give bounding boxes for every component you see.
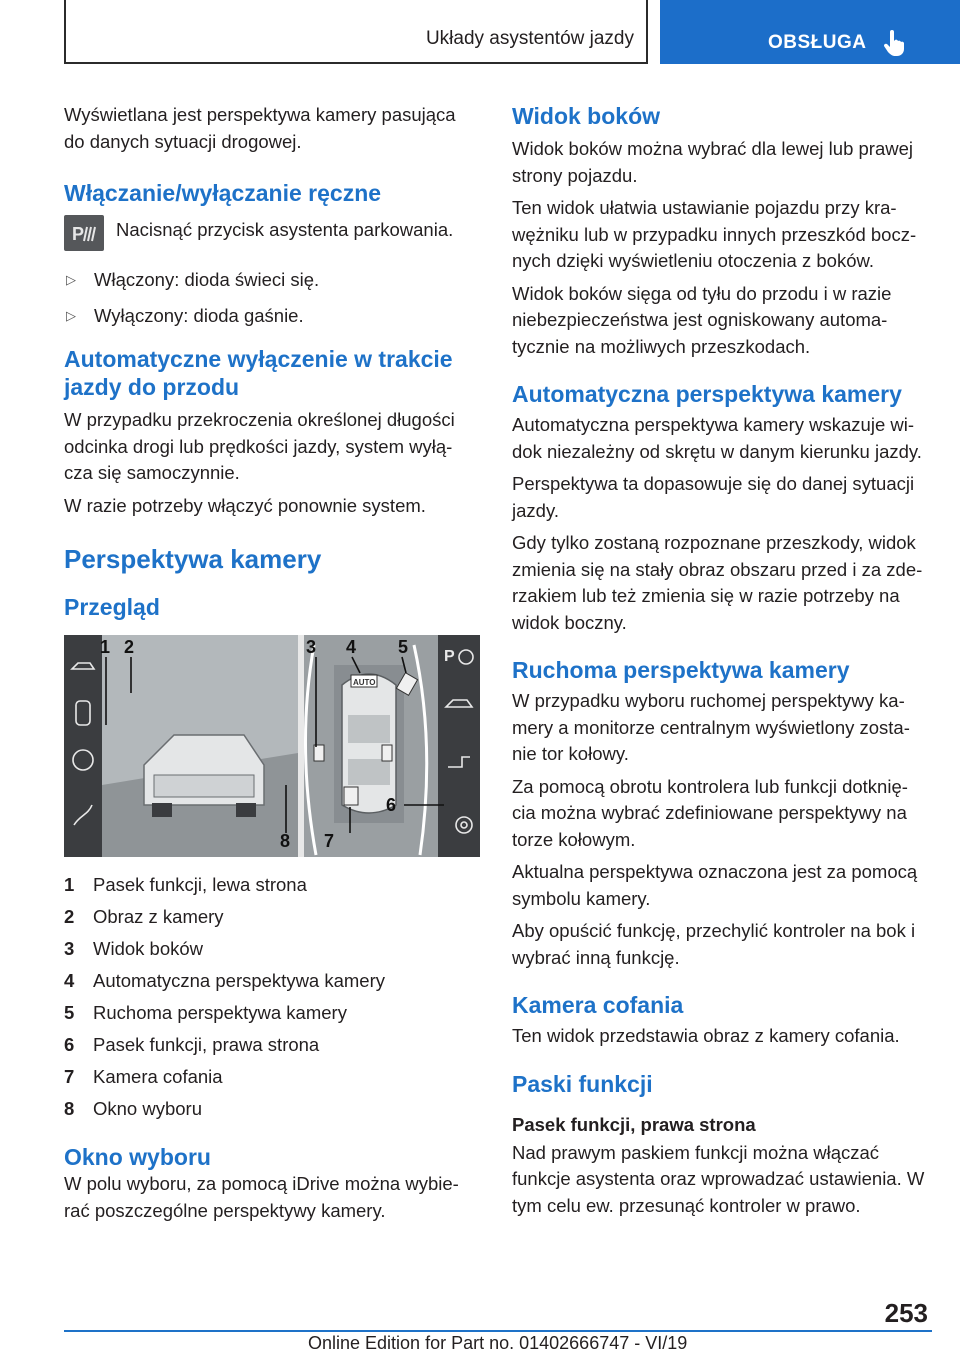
figure-label-1: 1 — [100, 637, 111, 657]
figure-legend — [64, 869, 474, 1125]
camera-overview-figure — [64, 635, 480, 857]
legend-item: 1 Pasek funkcji, lewa strona — [64, 874, 307, 895]
moving-perspective-text-1: W przypadku wyboru ruchomej perspektywy ka-mery a monitorze centralnym wyświetlony zosta-nie tor kołowy. — [512, 690, 910, 764]
legend-item: 3 Widok boków — [64, 938, 204, 959]
right-bar-text: Nad prawym paskiem funkcji można włączać funkcje asystenta oraz wprowadzać ustawienia. W tym celu ew. przesunąć kontroler w prawo. — [512, 1141, 925, 1216]
right-function-bar — [438, 635, 480, 857]
figure-label-4: 4 — [346, 637, 357, 657]
auto-perspective-text-3: Gdy tylko zostaną rozpoznane przeszkody, widok zmienia się na stały obraz obszaru przed i za zde-rzakiem lub też zmienia się w razie potrzeby na widok boczny. — [512, 532, 923, 633]
legend-item: 2 Obraz z kamery — [64, 906, 224, 927]
figure-label-5: 5 — [398, 637, 409, 657]
manual-instruction — [64, 215, 474, 251]
header-chapter-title: OBSŁUGA — [768, 32, 867, 53]
header-section — [64, 0, 648, 64]
rear-camera-heading: Kamera cofania — [512, 992, 684, 1018]
moving-perspective-text-2: Za pomocą obrotu kontrolera lub funkcji dotknię-cia można wybrać zdefiniowane perspektywy na torze kołowym. — [512, 775, 908, 850]
figure-label-7: 7 — [324, 831, 335, 851]
auto-perspective-text-2: Perspektywa ta dopasowuje się do danej sytuacji jazdy. — [512, 473, 915, 521]
header-chapter — [660, 0, 960, 64]
right-column — [512, 102, 930, 1225]
footer-divider — [64, 1330, 932, 1332]
auto-off-text-2: W razie potrzeby włączyć ponownie system. — [64, 494, 426, 516]
page-number: 253 — [884, 1298, 928, 1328]
auto-off-text-1: W przypadku przekroczenia określonej długości odcinka drogi lub prędkości jazdy, system wyłą-cza się samoczynnie. — [64, 409, 455, 483]
list-item: ▷ Włączony: dioda świeci się. — [64, 267, 474, 293]
selection-window-heading: Okno wyboru — [64, 1144, 211, 1170]
overview-heading: Przegląd — [64, 594, 160, 620]
left-column — [64, 102, 474, 1230]
figure-label-3: 3 — [306, 637, 317, 657]
legend-item: 6 Pasek funkcji, prawa strona — [64, 1034, 320, 1055]
side-view-text-2: Ten widok ułatwia ustawianie pojazdu przy kra-wężniku lub w przypadku innych przeszkód bocz-nych dzięki wyświetleniu otoczenia z boków. — [512, 197, 917, 271]
intro-text: Wyświetlana jest perspektywa kamery pasująca do danych sytuacji drogowej. — [64, 104, 456, 152]
moving-perspective-text-4: Aby opuścić funkcję, przechylić kontroler na bok i wybrać inną funkcję. — [512, 920, 916, 968]
manual-text: Nacisnąć przycisk asystenta parkowania. — [116, 219, 454, 240]
manual-heading: Włączanie/wyłączanie ręczne — [64, 180, 382, 206]
side-view-text-1: Widok boków można wybrać dla lewej lub prawej strony pojazdu. — [512, 138, 914, 186]
auto-off-heading: Automatyczne wyłączenie w trakcie jazdy do przodu — [64, 346, 453, 400]
footer-edition: Online Edition for Part no. 01402666747 - VI/19 — [308, 1333, 688, 1353]
moving-perspective-heading: Ruchoma perspektywa kamery — [512, 657, 850, 683]
parking-assistant-button-icon — [64, 215, 104, 251]
figure-label-8: 8 — [280, 831, 291, 851]
legend-item: 4 Automatyczna perspektywa kamery — [64, 970, 386, 991]
moving-perspective-text-3: Aktualna perspektywa oznaczona jest za pomocą symbolu kamery. — [512, 861, 918, 909]
side-view-heading: Widok boków — [512, 103, 661, 129]
auto-perspective-text-1: Automatyczna perspektywa kamery wskazuje wi-dok niezależny od skrętu w danym kierunku jazdy. — [512, 414, 922, 462]
figure-label-2: 2 — [124, 637, 135, 657]
svg-text:P: P — [72, 224, 85, 244]
svg-text:AUTO: AUTO — [353, 678, 376, 687]
side-view-text-3: Widok boków sięga od tyłu do przodu i w razie niebezpieczeństwa jest ogniskowany automa-tycznie na możliwych przeszkodach. — [512, 282, 892, 357]
legend-item: 8 Okno wyboru — [64, 1098, 202, 1119]
triangle-bullet-icon: ▷ — [66, 308, 76, 323]
list-item: ▷ Wyłączony: dioda gaśnie. — [64, 303, 474, 329]
hand-pointer-icon — [883, 30, 905, 56]
right-bar-subheading: Pasek funkcji, prawa strona — [512, 1113, 756, 1135]
camera-perspective-heading: Perspektywa kamery — [64, 544, 322, 574]
rear-camera-text: Ten widok przedstawia obraz z kamery cofania. — [512, 1025, 900, 1046]
selection-window-text: W polu wyboru, za pomocą iDrive można wybie-rać poszczególne perspektywy kamery. — [64, 1173, 459, 1221]
function-bars-heading: Paski funkcji — [512, 1070, 653, 1097]
svg-text:P: P — [444, 648, 455, 665]
legend-item: 5 Ruchoma perspektywa kamery — [64, 1002, 347, 1023]
led-status-list — [64, 267, 474, 329]
legend-item: 7 Kamera cofania — [64, 1066, 223, 1087]
figure-label-6: 6 — [386, 795, 397, 815]
auto-perspective-heading: Automatyczna perspektywa kamery — [512, 381, 902, 407]
triangle-bullet-icon: ▷ — [66, 272, 76, 287]
header-section-title: Układy asystentów jazdy — [425, 28, 634, 49]
